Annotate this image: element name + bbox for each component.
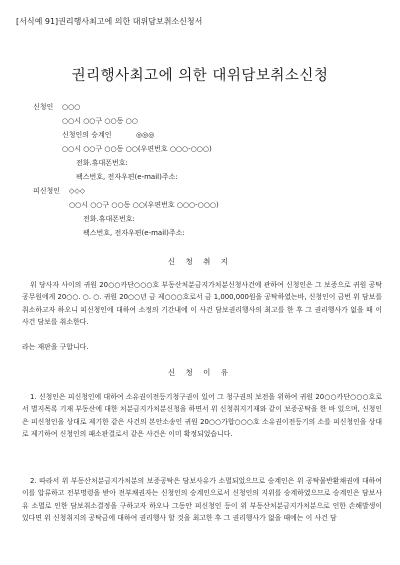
respondent-name: ◇◇◇ — [69, 187, 86, 195]
respondent-label: 피신청인 — [33, 187, 61, 195]
creditor-name: ◎◎◎ — [136, 131, 155, 139]
creditor-label: 신청인의 승계인 — [62, 131, 112, 139]
applicant-label: 신청인 — [33, 103, 54, 111]
purpose-heading: 신 청 취 지 — [167, 257, 233, 266]
applicant-fax-email: 팩스번호, 전자우편(e-mail)주소: — [76, 173, 178, 181]
form-tag: [서식예 91]권리행사최고에 의한 대위담보취소신청서 — [16, 17, 203, 26]
applicant-name: ○○○ — [62, 103, 81, 111]
reason-paragraph-1: 1. 신청인은 피신청인에 대하여 소유권이전등기청구권이 있어 그 청구권의 보전을 위하여 귀원 20○○카단○○○호로서 별지목록 기재 부동산에 대한 처분금지가처분신청을 하면서 위 신청취지기재와 같이 보증공탁을 한 바 있으며, 신청인은 피신청인을 상대로 제기한 같은 사건의 본안소송인 귀원 20○○가합○○○호 소유권이전등기의 소를 피신청인을 상대로 제기하여 신청인의 패소판결로서 같은 사건은 이미 확정되었습니다. — [22, 393, 382, 439]
respondent-address: ○○시 ○○구 ○○동 ○○(우편번호 ○○○-○○○) — [69, 201, 219, 209]
document-title: 권리행사최고에 의한 대위담보취소신청 — [71, 68, 329, 84]
creditor-address: ○○시 ○○구 ○○동 ○○(우편번호 ○○○-○○○) — [62, 145, 212, 153]
respondent-fax-email: 팩스번호, 전자우편(e-mail)주소: — [83, 229, 185, 237]
purpose-closing: 라는 재판을 구합니다. — [22, 343, 89, 351]
purpose-paragraph: 위 당사자 사이의 귀원 20○○카단○○○호 부동산처분금지가처분신청사건에 관하여 신청인은 그 보증으로 귀원 공탁공무원에게 20○○. ○. ○. 귀원 20○○년 금 제○○○호로서 금 1,000,000원을 공탁하였는바, 신청인이 금번 위 담보를 취소하고자 하오니 피신청인에 대하여 소정의 기간내에 이 사건 담보권리행사의 최고를 한 후 그 권리행사가 없을 때 이 사건 담보를 취소한다. — [22, 281, 382, 327]
respondent-phone: 전화.휴대폰번호: — [83, 215, 135, 223]
applicant-address: ○○시 ○○구 ○○동 ○○ — [62, 117, 138, 125]
reason-paragraph-2: 2. 따라서 위 부동산처분금지가처분의 보증공탁은 담보사유가 소멸되었으므로 승계인은 위 공탁물반환채권에 대하여 이를 압류하고 전부명령을 받아 전부채권자는 신청인의 승계인으로서 신청인의 지위를 승계하였으므로 승계인은 담보사유 소멸로 인한 담보취소결정을 구하고자 하오나 그동안 피신청인 등이 위 부동산처분금지가처분으로 인한 손해발생이 있다면 위 신청취지의 공탁금에 대하여 권리행사 할 것을 최고한 후 그 권리행사가 없을 때에는 이 사건 담 — [22, 477, 382, 523]
reason-heading: 신 청 이 유 — [167, 368, 233, 377]
applicant-phone: 전화.휴대폰번호: — [76, 159, 128, 167]
